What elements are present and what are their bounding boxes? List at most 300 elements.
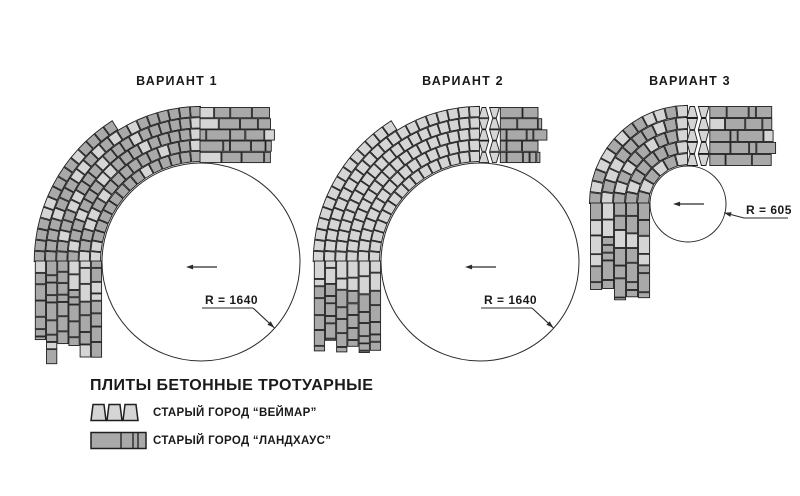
paving-brick	[57, 252, 68, 262]
paving-brick	[639, 254, 650, 265]
paving-brick	[537, 152, 540, 162]
paving-brick	[500, 141, 506, 151]
paving-brick	[507, 130, 526, 140]
paving-brick	[326, 229, 338, 241]
paving-brick	[265, 130, 275, 140]
paving-brick	[219, 119, 239, 129]
paving-brick	[91, 294, 101, 300]
paving-brick	[325, 304, 335, 316]
paving-brick	[314, 279, 324, 285]
paving-brick	[80, 240, 92, 251]
paving-brick	[479, 108, 489, 118]
paving-brick	[490, 108, 500, 118]
paving-brick	[314, 240, 325, 251]
paving-brick	[325, 339, 335, 340]
paving-brick	[627, 216, 638, 233]
paving-brick	[265, 152, 271, 162]
legend-item-weimar	[90, 402, 373, 423]
paving-brick	[91, 241, 103, 252]
paving-brick	[314, 261, 324, 279]
paving-brick	[70, 230, 82, 242]
paving-brick	[215, 108, 230, 118]
paving-brick	[523, 152, 529, 162]
paving-brick	[591, 236, 602, 254]
legend-title: ПЛИТЫ БЕТОННЫЕ ТРОТУАРНЫЕ	[90, 377, 374, 394]
paving-brick	[603, 280, 614, 288]
paving-brick	[500, 130, 506, 140]
paving-brick	[615, 298, 626, 300]
paving-brick	[337, 230, 349, 241]
paving-brick	[348, 261, 358, 277]
paving-brick	[190, 106, 200, 117]
paving-brick	[325, 284, 335, 295]
paving-brick	[479, 141, 489, 151]
paving-brick	[325, 324, 335, 338]
paving-brick	[615, 203, 626, 215]
paving-brick	[359, 324, 369, 336]
paving-brick	[615, 230, 626, 247]
paving-brick	[639, 274, 650, 292]
paving-brick	[447, 108, 459, 120]
paving-brick	[603, 238, 614, 245]
weimar-tile-shape	[123, 405, 138, 421]
paving-brick	[68, 252, 79, 262]
paving-brick	[639, 266, 650, 273]
paving-brick	[45, 251, 56, 261]
paving-brick	[242, 152, 264, 162]
paving-brick	[370, 261, 380, 272]
paving-brick	[507, 152, 522, 162]
paving-brick	[168, 108, 180, 120]
paving-brick	[47, 321, 57, 334]
paving-brick	[348, 328, 358, 339]
paving-brick	[752, 154, 771, 165]
paving-brick	[35, 240, 46, 251]
paving-brick	[358, 251, 369, 261]
paving-brick	[360, 229, 372, 241]
paving-brick	[370, 306, 380, 322]
paving-brick	[337, 290, 347, 307]
paving-brick	[369, 252, 380, 262]
paving-brick	[448, 131, 460, 143]
paving-brick	[710, 130, 730, 141]
paving-brick	[191, 151, 201, 162]
paving-brick	[591, 255, 602, 266]
radius-label: R = 605	[746, 203, 792, 217]
paving-brick	[527, 130, 533, 140]
paving-brick	[459, 118, 470, 129]
paving-brick	[58, 295, 68, 301]
paving-brick	[359, 240, 371, 251]
paving-brick	[490, 152, 500, 162]
turn-radius-circle	[102, 163, 300, 361]
paving-brick	[200, 152, 221, 162]
paving-brick	[58, 230, 70, 241]
paving-brick	[538, 119, 542, 129]
paving-brick	[615, 279, 626, 297]
paving-brick	[603, 220, 614, 237]
paving-brick	[231, 130, 245, 140]
paving-brick	[726, 119, 745, 130]
paving-brick	[359, 344, 369, 350]
paving-brick	[698, 107, 709, 118]
paving-brick	[314, 287, 324, 298]
paving-brick	[80, 284, 90, 301]
paving-brick	[347, 241, 358, 252]
landhaus-swatch-box	[90, 430, 153, 451]
paving-brick	[370, 291, 380, 305]
paving-brick	[469, 106, 479, 117]
paving-brick	[337, 334, 347, 347]
paving-brick	[470, 151, 480, 162]
paving-brick	[763, 119, 772, 130]
paving-brick	[359, 261, 369, 276]
landhaus-tiles-icon	[90, 430, 148, 451]
paving-brick	[591, 283, 602, 290]
paving-brick	[266, 141, 271, 151]
paving-brick	[252, 108, 269, 118]
paving-brick	[731, 130, 737, 141]
paving-brick	[200, 119, 218, 129]
paving-brick	[603, 203, 614, 219]
paving-brick	[676, 141, 687, 153]
paving-brick	[90, 252, 101, 262]
paving-brick	[710, 107, 726, 118]
weimar-tiles-icon	[90, 402, 140, 423]
paving-brick	[314, 346, 324, 351]
paving-brick	[500, 108, 522, 118]
paving-brick	[589, 193, 601, 204]
paving-brick	[324, 251, 335, 261]
paving-brick	[315, 229, 327, 241]
weimar-tile-shape	[107, 405, 122, 421]
paving-brick	[179, 141, 190, 153]
paving-brick	[627, 283, 638, 290]
paving-brick	[325, 317, 335, 323]
paving-brick	[58, 332, 68, 344]
paving-brick	[69, 290, 79, 296]
paving-brick	[459, 152, 470, 164]
paving-brick	[57, 241, 68, 252]
paving-brick	[603, 245, 614, 252]
paving-brick	[687, 154, 698, 165]
paving-brick	[200, 141, 223, 151]
paving-brick	[359, 351, 369, 352]
paving-brick	[625, 192, 637, 203]
turn-radius-circle	[381, 163, 579, 361]
paving-brick	[258, 119, 270, 129]
paving-brick	[337, 261, 347, 278]
paving-brick	[591, 267, 602, 282]
paving-brick	[35, 273, 45, 284]
paving-brick	[337, 279, 347, 289]
paving-brick	[687, 119, 698, 130]
paving-brick	[47, 350, 57, 364]
paving-brick	[601, 192, 613, 203]
paving-brick	[370, 335, 380, 341]
paving-brick	[677, 105, 688, 117]
paving-brick	[180, 118, 191, 129]
paving-brick	[325, 268, 335, 283]
paving-brick	[518, 119, 538, 129]
paving-brick	[168, 142, 180, 154]
paving-brick	[207, 130, 230, 140]
paving-brick	[698, 130, 709, 141]
weimar-tile-shape	[91, 405, 106, 421]
paving-brick	[80, 345, 90, 357]
leader-arrowhead	[724, 212, 732, 217]
paving-brick	[69, 261, 79, 274]
paving-brick	[224, 141, 230, 151]
paving-brick	[591, 203, 602, 220]
paving-brick	[627, 234, 638, 248]
paving-brick	[80, 333, 90, 345]
paving-brick	[47, 342, 57, 348]
paving-brick	[337, 319, 347, 332]
paving-brick	[79, 251, 90, 261]
variant-3-diagram	[589, 74, 791, 300]
paving-brick	[490, 119, 500, 129]
paving-brick	[687, 107, 698, 118]
paving-brick	[750, 142, 756, 153]
paving-brick	[200, 130, 206, 140]
legend-item-label: СТАРЫЙ ГОРОД “ЛАНДХАУС”	[153, 434, 332, 447]
paving-brick	[738, 130, 763, 141]
paving-brick	[710, 154, 725, 165]
paving-brick	[58, 261, 68, 271]
paving-brick	[337, 347, 347, 352]
paving-brick	[69, 298, 79, 304]
paving-brick	[91, 261, 101, 267]
paving-brick	[370, 241, 382, 252]
paving-brick	[615, 249, 626, 266]
paving-brick	[240, 119, 257, 129]
paving-brick	[534, 130, 547, 140]
paving-brick	[523, 108, 538, 118]
paving-brick	[69, 338, 79, 346]
paving-brick	[222, 152, 241, 162]
paving-brick	[36, 229, 48, 241]
paving-brick	[500, 119, 517, 129]
paving-brick	[490, 141, 500, 151]
paving-brick	[58, 317, 68, 331]
paving-brick	[58, 283, 68, 294]
paving-brick	[231, 108, 252, 118]
paving-brick	[348, 315, 358, 327]
paving-brick	[348, 304, 358, 315]
paving-brick	[490, 130, 500, 140]
paving-brick	[47, 229, 59, 241]
paving-brick	[726, 154, 751, 165]
paving-brick	[676, 117, 687, 129]
paving-brick	[246, 130, 264, 140]
paving-brick	[47, 335, 57, 341]
paving-brick	[314, 316, 324, 330]
paving-brick	[58, 272, 68, 282]
radius-label: R = 1640	[484, 293, 538, 307]
paving-brick	[169, 119, 180, 131]
paving-brick	[370, 322, 380, 334]
paving-brick	[370, 342, 380, 350]
paving-brick	[336, 252, 347, 262]
paving-brick	[479, 119, 489, 129]
paving-brick	[251, 141, 265, 151]
paving-brick	[91, 327, 101, 342]
paving-brick	[38, 218, 50, 230]
paving-brick	[80, 268, 90, 283]
paving-brick	[169, 131, 181, 143]
paving-brick	[47, 296, 57, 302]
paving-brick	[603, 253, 614, 260]
paving-brick	[91, 282, 101, 293]
paving-brick	[591, 221, 602, 235]
paving-brick	[359, 277, 369, 294]
paving-brick	[479, 130, 489, 140]
paving-brick	[337, 308, 347, 319]
paving-brick	[47, 283, 57, 295]
paving-brick	[523, 141, 539, 151]
paving-brick	[35, 261, 45, 272]
paving-brick	[325, 261, 335, 267]
weimar-swatch-box	[90, 402, 153, 423]
paving-brick	[746, 119, 762, 130]
legend-item-label: СТАРЫЙ ГОРОД “ВЕЙМАР”	[153, 406, 317, 419]
paving-brick	[731, 142, 749, 153]
paving-brick	[179, 107, 190, 118]
paving-brick	[627, 290, 638, 296]
paving-brick	[191, 118, 201, 129]
paving-brick	[448, 119, 459, 131]
paving-brick	[447, 142, 459, 154]
paving-brick	[190, 140, 200, 151]
paving-brick	[458, 107, 469, 118]
paving-brick	[325, 297, 335, 303]
paving-brick	[348, 278, 358, 290]
paving-brick	[180, 129, 191, 140]
paving-brick	[757, 142, 776, 153]
paving-brick	[500, 152, 506, 162]
paving-brick	[69, 322, 79, 337]
paving-brick	[710, 142, 730, 153]
paving-brick	[615, 216, 626, 229]
paving-brick	[68, 241, 79, 252]
paving-brick	[313, 251, 324, 261]
legend	[90, 377, 373, 451]
paving-brick	[470, 129, 480, 140]
variant-title: ВАРИАНТ 1	[136, 74, 218, 88]
paving-brick	[639, 236, 650, 253]
paving-brick	[627, 249, 638, 263]
paving-brick	[191, 129, 201, 140]
paving-brick	[35, 301, 45, 316]
paving-brick	[698, 119, 709, 130]
paving-brick	[727, 107, 748, 118]
paving-brick	[698, 154, 709, 165]
paving-brick	[603, 261, 614, 280]
paving-brick	[47, 261, 57, 275]
paving-brick	[479, 152, 489, 162]
paving-brick	[615, 266, 626, 278]
paving-brick	[590, 181, 603, 193]
paving-brick	[665, 106, 677, 119]
paving-brick	[698, 142, 709, 153]
paving-brick	[180, 152, 191, 164]
radius-label: R = 1640	[205, 293, 259, 307]
paving-brick	[530, 152, 536, 162]
paving-brick	[336, 241, 347, 252]
paving-brick	[347, 252, 358, 262]
paving-brick	[317, 218, 329, 230]
paving-brick	[756, 107, 771, 118]
paving-brick	[687, 130, 698, 141]
paving-brick	[359, 337, 369, 343]
paving-brick	[80, 302, 90, 315]
paving-brick	[58, 302, 68, 315]
paving-brick	[35, 317, 45, 329]
paving-brick	[314, 299, 324, 315]
paving-brick	[507, 141, 522, 151]
paving-brick	[34, 251, 45, 261]
paving-brick	[325, 240, 336, 251]
paving-brick	[46, 240, 57, 251]
paving-brick	[764, 130, 773, 141]
variant-2-diagram	[313, 74, 579, 361]
variant-title: ВАРИАНТ 2	[422, 74, 504, 88]
variant-title: ВАРИАНТ 3	[649, 74, 731, 88]
paving-brick	[35, 330, 45, 336]
paving-brick	[91, 342, 101, 357]
paving-brick	[200, 108, 214, 118]
paving-brick	[627, 263, 638, 282]
paving-brick	[639, 293, 650, 298]
paving-brick	[349, 230, 361, 242]
paving-brick	[348, 291, 358, 303]
paving-brick	[370, 273, 380, 290]
paving-brick	[639, 220, 650, 235]
paving-brick	[91, 268, 101, 281]
paving-brick	[69, 305, 79, 321]
paving-brick	[81, 229, 93, 241]
paving-brick	[359, 312, 369, 322]
paving-brick	[230, 141, 250, 151]
paving-brick	[91, 314, 101, 326]
paving-brick	[677, 129, 688, 141]
paving-brick	[458, 141, 469, 153]
paving-brick	[47, 303, 57, 320]
paving-brick	[639, 203, 650, 220]
paving-brick	[613, 193, 625, 204]
paving-brick	[710, 119, 725, 130]
paving-brick	[35, 285, 45, 300]
paving-brick	[627, 203, 638, 215]
paving-brick	[35, 337, 45, 340]
variant-1-diagram	[34, 74, 300, 364]
paving-brick	[469, 140, 479, 151]
paving-brick	[459, 129, 470, 140]
paving-brick	[359, 295, 369, 312]
paving-brick	[470, 118, 480, 129]
paving-brick	[314, 330, 324, 345]
paving-brick	[749, 107, 755, 118]
paving-brick	[348, 341, 358, 347]
paving-brick	[47, 276, 57, 282]
paving-brick	[80, 316, 90, 332]
paving-brick	[80, 261, 90, 267]
legend-item-landhaus	[90, 430, 373, 451]
paving-brick	[91, 301, 101, 313]
paving-brick	[687, 142, 698, 153]
paving-brick	[69, 275, 79, 290]
